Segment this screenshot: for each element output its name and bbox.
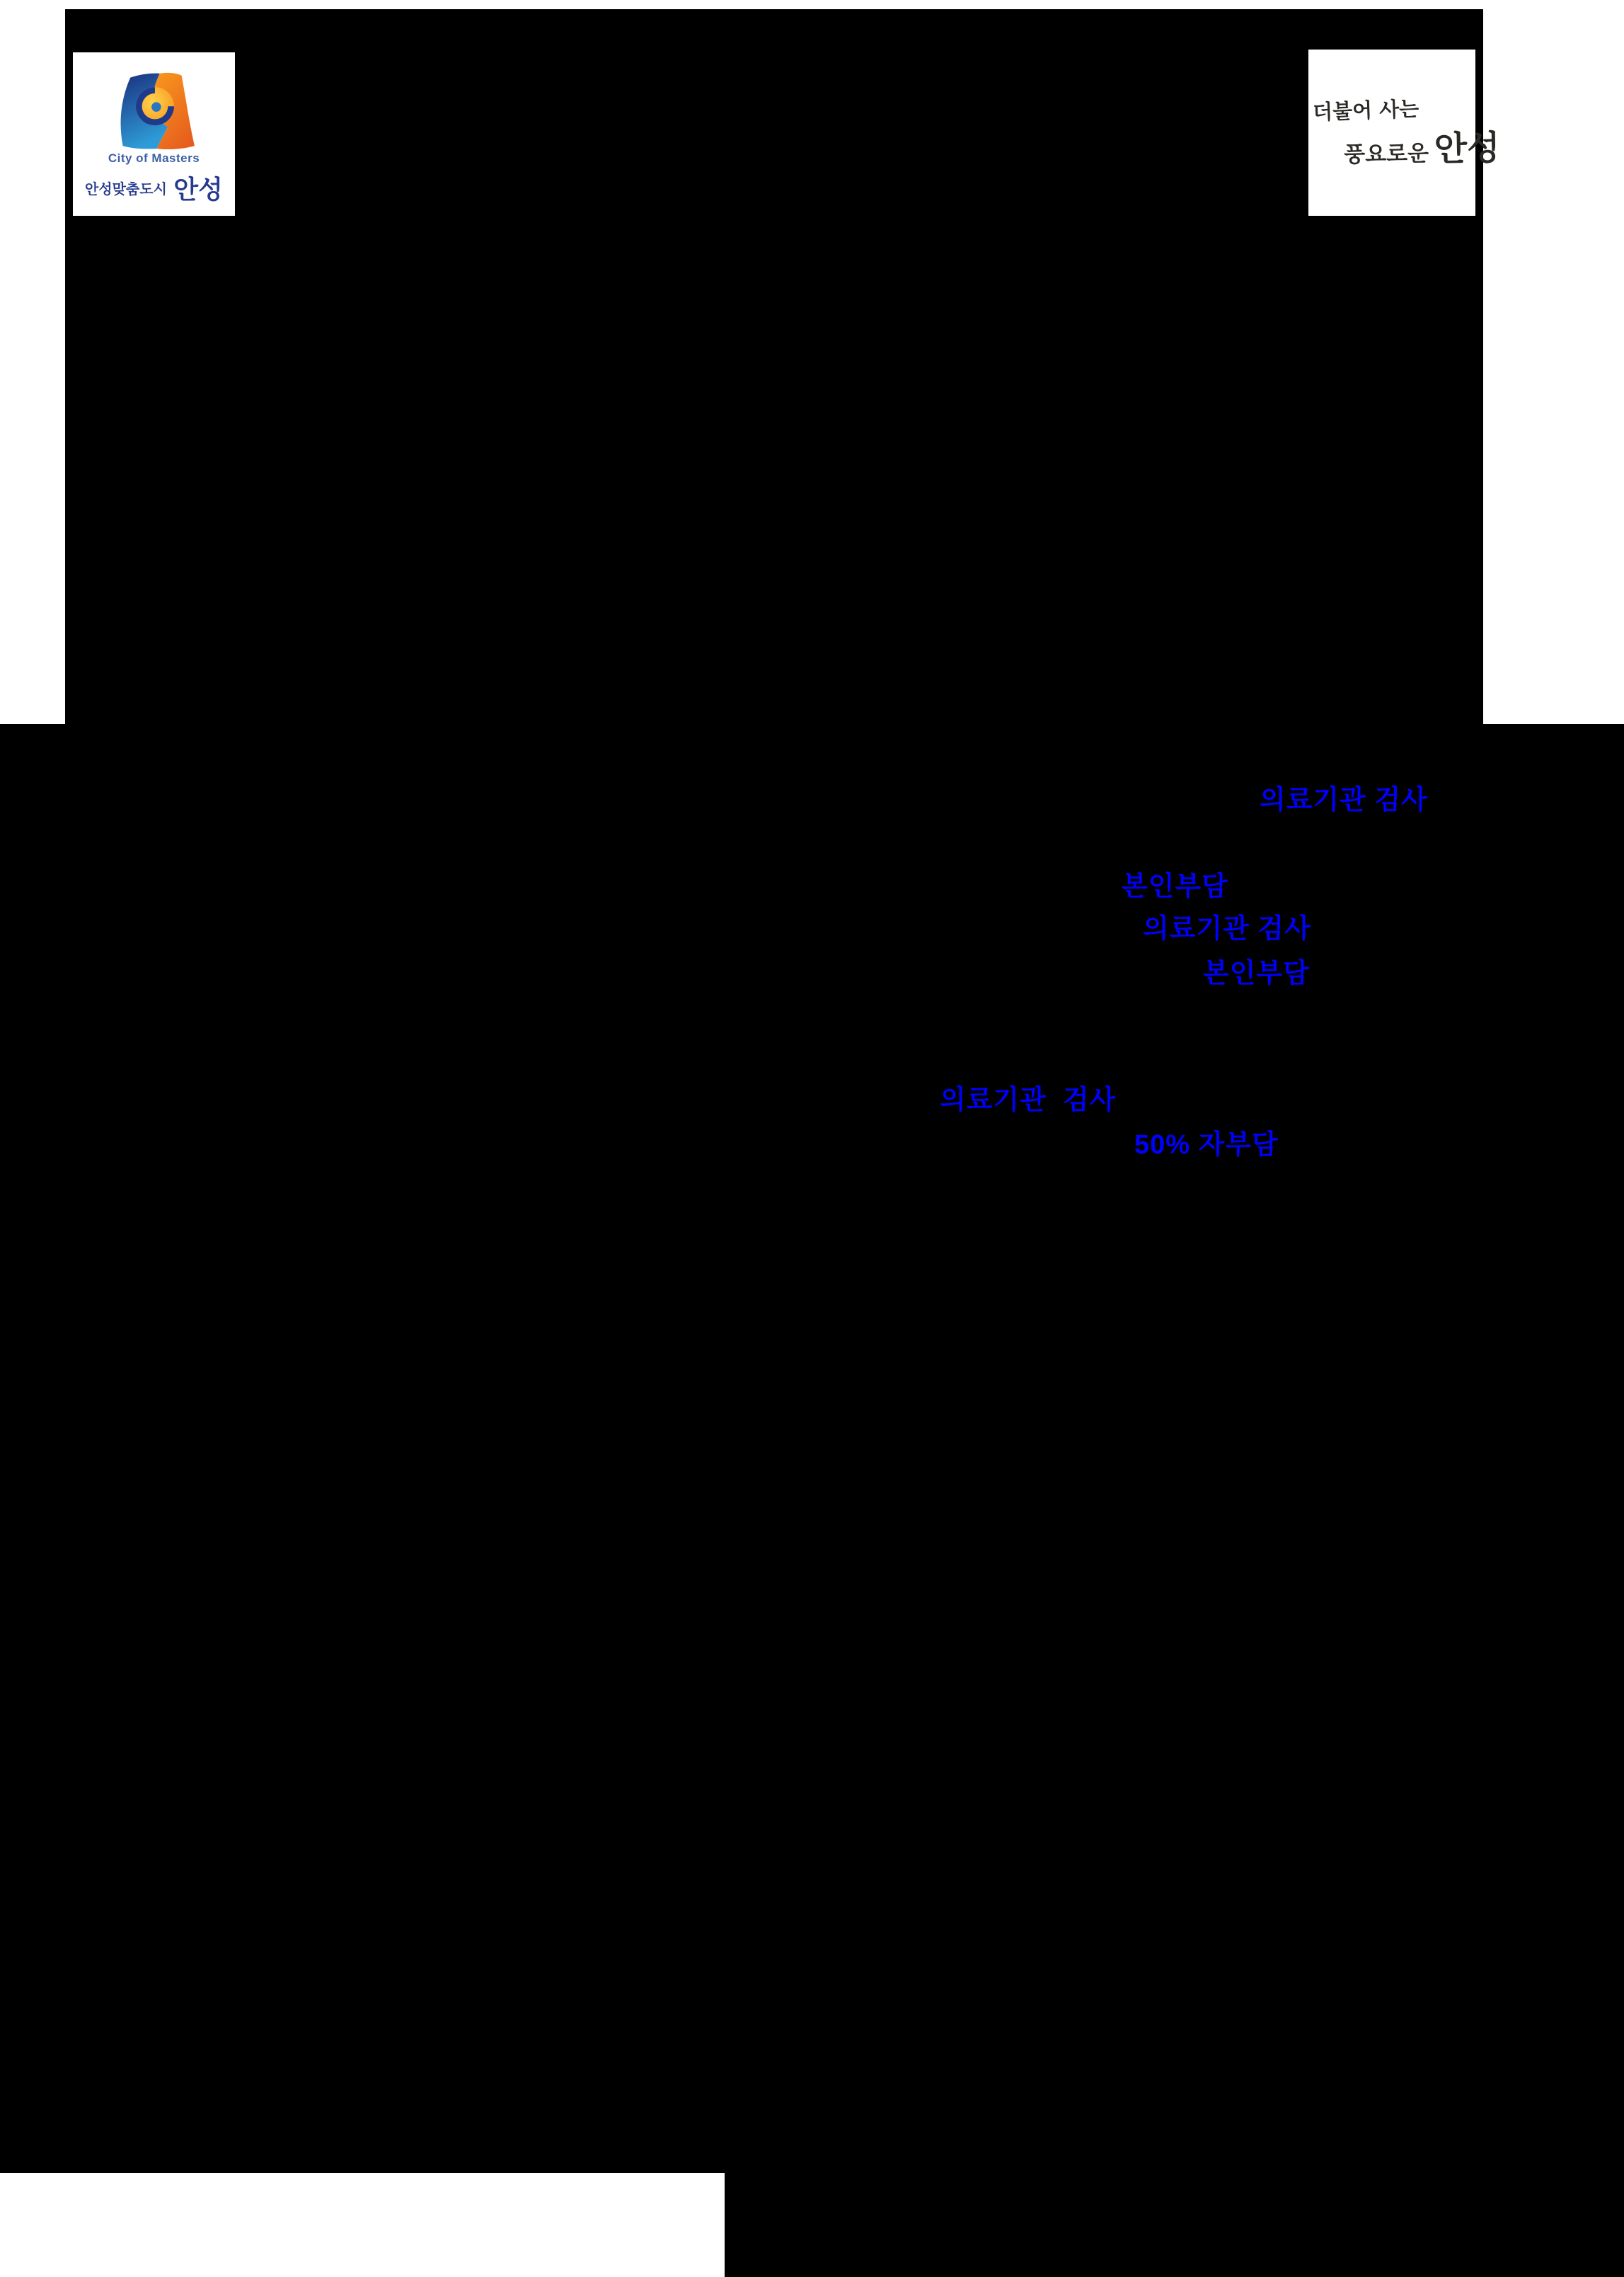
anseong-emblem-icon: [113, 71, 195, 150]
annotation-self-pay-2: 본인부담: [1203, 959, 1310, 988]
document-dark-region-top: [65, 9, 1483, 724]
slogan-line2: [1343, 120, 1500, 172]
city-logo-english-label: City of Masters: [108, 151, 200, 165]
city-logo-korean-label: [73, 170, 235, 206]
city-logo-korean-prefix: 안성맞춤도시: [85, 182, 167, 197]
city-logo-box: [73, 52, 235, 216]
document-dark-region-bottom-right: [725, 2173, 1624, 2277]
annotation-medical-exam-2: 의료기관 검사: [1143, 914, 1311, 944]
annotation-medical-exam-3: 의료기관 검사: [940, 1085, 1117, 1115]
city-logo-korean-name: 안성: [173, 175, 223, 204]
annotation-medical-exam-1: 의료기관 검사: [1260, 785, 1428, 815]
slogan-line2-name: 안성: [1434, 128, 1501, 169]
document-dark-region-middle: [0, 724, 1624, 2173]
slogan-line2-prefix: 풍요로운: [1343, 140, 1429, 168]
slogan-line1: 더불어 사는: [1312, 96, 1419, 125]
annotation-self-pay-1: 본인부담: [1122, 872, 1228, 901]
annotation-fifty-percent-self-pay: 50% 자부담: [1134, 1130, 1279, 1160]
city-slogan-box: [1308, 50, 1501, 216]
